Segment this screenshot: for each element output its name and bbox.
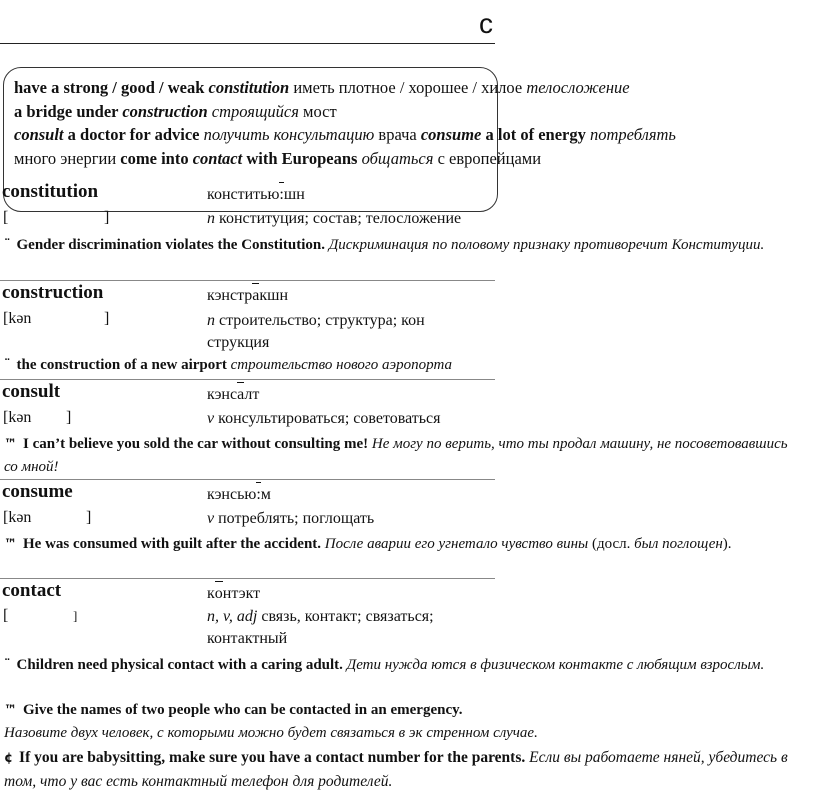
- colloc-keyword: constitution: [208, 78, 290, 97]
- definition: n конституция; состав; телосложение: [207, 210, 462, 227]
- example: ¨ Gender discrimination violates the Constitution. Дискриминация по половому признаку противоречит Конституции.: [4, 237, 765, 253]
- pronunciation: кэнсью:м: [207, 486, 271, 503]
- pronunciation: кэнстракшн: [207, 287, 289, 304]
- colloc-ru: врача: [374, 125, 421, 144]
- entry-divider: [0, 479, 495, 480]
- page-letter: c: [479, 8, 493, 39]
- transcription-close: ]: [73, 608, 78, 623]
- colloc-en: with Europeans: [242, 148, 358, 168]
- pronunciation: конститью:шн: [207, 186, 305, 203]
- colloc-keyword: consume: [420, 125, 482, 144]
- headword: constitution: [2, 181, 99, 202]
- example-bullet-icon: ™: [4, 703, 17, 718]
- entry-divider: [0, 578, 495, 579]
- colloc-ru-italic: общаться: [357, 148, 434, 168]
- example-bullet-icon: ¨: [4, 238, 11, 253]
- colloc-ru: с европейцами: [433, 148, 542, 168]
- collocation-line: [14, 100, 804, 124]
- transcription-open: [kən: [3, 310, 32, 327]
- collocation-line: [14, 147, 804, 171]
- headword: consume: [2, 481, 73, 502]
- transcription-open: [: [3, 607, 9, 624]
- colloc-ru: мост: [298, 101, 337, 121]
- example: ¨ the construction of a new airport строительство нового аэропорта: [4, 357, 452, 373]
- example-bullet-icon: ¨: [4, 358, 11, 373]
- colloc-en: come into: [120, 148, 193, 168]
- definition: v потреблять; поглощать: [207, 510, 375, 527]
- colloc-ru-italic: телосложение: [526, 78, 630, 97]
- headword: contact: [2, 580, 62, 601]
- colloc-ru-italic: потреблять: [585, 125, 676, 144]
- example: ¢ If you are babysitting, make sure you have a contact number for the parents. Если вы работаете няней, убедитесь в том, что у вас есть контактный телефон для родителей.: [4, 749, 788, 790]
- example-bullet-icon: ¨: [4, 658, 11, 673]
- entry-divider: [0, 280, 495, 281]
- pronunciation: контэкт: [207, 585, 261, 602]
- example: ¨ Children need physical contact with a caring adult. Дети нужда ются в физическом контакте с любящим взрослым.: [4, 657, 765, 673]
- headword: construction: [2, 282, 104, 303]
- header-rule: [0, 43, 495, 44]
- example: ™ Give the names of two people who can be contacted in an emergency. Назовите двух человек, с которыми можно будет связаться в эк стренном случае.: [4, 702, 538, 741]
- colloc-ru: много энергии: [14, 148, 121, 168]
- colloc-ru-italic: строящийся: [207, 101, 299, 121]
- definition: n строительство; структура; кон струкция: [207, 312, 425, 351]
- colloc-ru: иметь плотное / хорошее / хилое: [289, 78, 527, 97]
- definition: v консультироваться; советоваться: [207, 410, 441, 427]
- transcription-open: [: [3, 209, 9, 226]
- example-bullet-icon: ¢: [4, 751, 14, 766]
- example: ™ He was consumed with guilt after the accident. После аварии его угнетало чувство вины (досл. был поглощен).: [4, 536, 732, 552]
- colloc-en: a lot of energy: [481, 125, 586, 144]
- collocation-line: [14, 123, 804, 147]
- example-bullet-icon: ™: [4, 437, 17, 452]
- transcription-close: ]: [86, 509, 92, 526]
- example-bullet-icon: ™: [4, 537, 17, 552]
- collocation-list: [14, 76, 804, 170]
- colloc-keyword: contact: [192, 148, 243, 168]
- colloc-ru-italic: получить консультацию: [199, 125, 375, 144]
- headword: consult: [2, 381, 61, 402]
- transcription-close: ]: [66, 409, 72, 426]
- transcription-close: ]: [104, 310, 110, 327]
- colloc-en: have a strong / good / weak: [14, 78, 209, 97]
- definition: n, v, adj связь, контакт; связаться; контактный: [207, 608, 434, 647]
- transcription-close: ]: [104, 209, 110, 226]
- colloc-keyword: construction: [122, 101, 208, 121]
- collocation-line: [14, 76, 804, 100]
- transcription-open: [kən: [3, 409, 32, 426]
- pronunciation: кэнсалт: [207, 386, 260, 403]
- transcription-open: [kən: [3, 509, 32, 526]
- entry-divider: [0, 379, 495, 380]
- example: ™ I can’t believe you sold the car without consulting me! Не могу по верить, что ты продал машину, не посоветовавшись со мной!: [4, 436, 788, 475]
- colloc-en: a bridge under: [14, 101, 123, 121]
- colloc-keyword: consult: [14, 125, 64, 144]
- colloc-en: a doctor for advice: [63, 125, 200, 144]
